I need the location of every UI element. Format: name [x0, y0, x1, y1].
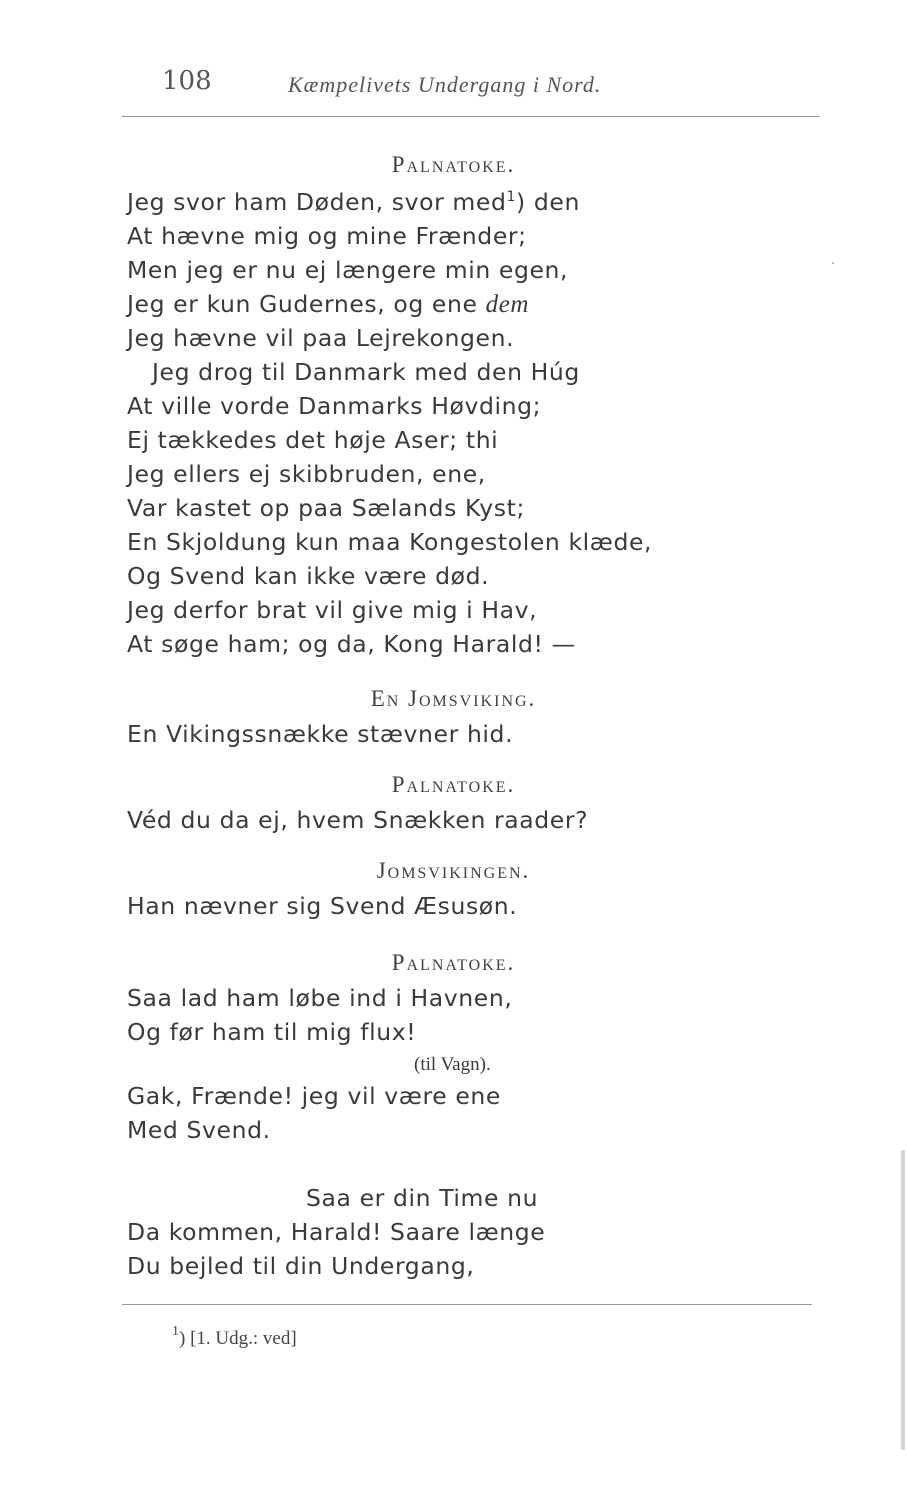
speaker-label: En Jomsviking.: [370, 686, 537, 711]
page-number: 108: [162, 66, 212, 96]
verse-line: En Vikingssnække stævner hid.: [127, 720, 514, 748]
verse-line: En Skjoldung kun maa Kongestolen klæde,: [127, 528, 653, 556]
verse-line: Gak, Frænde! jeg vil være ene: [127, 1082, 501, 1110]
verse-line: At ville vorde Danmarks Høvding;: [127, 392, 542, 420]
stage-direction: (til Vagn).: [414, 1054, 491, 1075]
verse-line: Han nævner sig Svend Æsusøn.: [127, 892, 518, 920]
verse-line: Jeg hævne vil paa Lejrekongen.: [127, 324, 515, 352]
footnote-marker: 1: [172, 1324, 179, 1339]
verse-line: Véd du da ej, hvem Snækken raader?: [127, 806, 589, 834]
footnote-rule: [122, 1304, 812, 1305]
verse-line: Saa lad ham løbe ind i Havnen,: [127, 984, 513, 1012]
verse-line: [127, 290, 529, 319]
speaker-label: Jomsvikingen.: [376, 858, 531, 883]
verse-line: At søge ham; og da, Kong Harald! —: [127, 630, 576, 658]
verse-line: Med Svend.: [127, 1116, 271, 1144]
verse-line: Jeg ellers ej skibbruden, ene,: [127, 460, 486, 488]
page-header: [0, 66, 907, 106]
verse-line: Men jeg er nu ej længere min egen,: [127, 256, 569, 284]
verse-line: Ej tækkedes det høje Aser; thi: [127, 426, 499, 454]
verse-line: At hævne mig og mine Frænder;: [127, 222, 527, 250]
verse-line: Var kastet op paa Sælands Kyst;: [127, 494, 525, 522]
header-rule: [122, 116, 820, 117]
verse-text: Jeg er kun Gudernes, og ene: [127, 290, 486, 318]
verse-line: Og Svend kan ikke være død.: [127, 562, 490, 590]
footnote-text: [1. Udg.: ved]: [190, 1328, 297, 1349]
verse-text: ) den: [516, 188, 580, 216]
running-title: Kæmpelivets Undergang i Nord.: [288, 72, 602, 97]
verse-line: Du bejled til din Undergang,: [127, 1252, 475, 1280]
footnote-reference: 1: [506, 189, 517, 205]
footnote: $^1$) [1. Udg.: ved]: [172, 1324, 297, 1349]
verse-text: Jeg svor ham Døden, svor med: [127, 188, 507, 216]
verse-line: Jeg derfor brat vil give mig i Hav,: [127, 596, 538, 624]
speaker-label: Palnatoke.: [391, 772, 516, 797]
verse-line: [127, 188, 580, 216]
speaker-label: Palnatoke.: [391, 950, 516, 975]
speaker-label: Palnatoke.: [391, 152, 516, 177]
verse-line: Og før ham til mig flux!: [127, 1018, 417, 1046]
verse-line: Saa er din Time nu: [306, 1184, 539, 1212]
verse-line: Da kommen, Harald! Saare længe: [127, 1218, 546, 1246]
emphasized-word: dem: [485, 291, 530, 318]
page-edge-shadow: [901, 1150, 905, 1450]
scan-speck: [832, 262, 834, 264]
verse-line: Jeg drog til Danmark med den Húg: [152, 358, 580, 386]
